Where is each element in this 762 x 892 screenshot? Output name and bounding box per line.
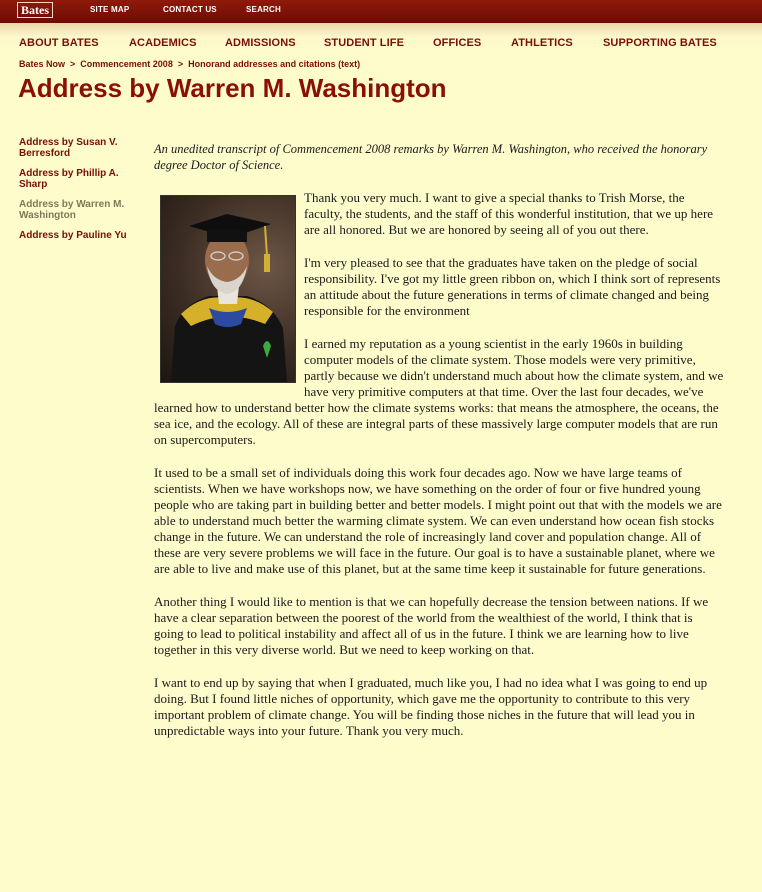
breadcrumb-honorand-addresses[interactable]: Honorand addresses and citations (text) <box>188 59 361 69</box>
nav-athletics[interactable]: ATHLETICS <box>511 37 573 49</box>
bates-logo[interactable]: Bates <box>17 2 53 18</box>
paragraph: I want to end up by saying that when I graduated, much like you, I had no idea what I was going to end up doing. But I found little niches of opportunity, which gave me the opportunity to contribute to this very important problem of climate change. You will be finding those niches in the future that will lead you in unpredictable ways into your future. Thank you very much. <box>154 675 708 738</box>
breadcrumb-separator: > <box>177 59 184 69</box>
paragraph: I earned my reputation as a young scientist in the early 1960s in building computer models of the climate system. Those models were very primitive, partly because we didn't understand much about how the climate system, and we have very primitive computers at that time. Over the last four decades, we've learned how to understand better how the climate systems works: that means the atmosphere, the oceans, the sea ice, and the ecology. All of these are integral parts of these massively large computer models that are run on supercomputers. <box>154 336 724 447</box>
breadcrumb-bates-now[interactable]: Bates Now <box>19 59 66 69</box>
breadcrumb-commencement-2008[interactable]: Commencement 2008 <box>80 59 173 69</box>
paragraph: It used to be a small set of individuals doing this work four decades ago. Now we have large teams of scientists. When we have workshops now, we have something on the order of four or five hundred young people who are taking part in building better and better models. I might point out that with the models we are able to understand much better the warming climate system. We can even understand how ocean fish stocks change in the future. We can understand the role of increasingly land cover and population change. All of these are very severe problems we will face in the future. Our goal is to have a sustainable planet, where we are able to live and make use of this planet, but at the same time keep it sustainable for future generations. <box>154 465 722 576</box>
sidebar-item-sharp[interactable]: Address by Phillip A. Sharp <box>19 168 119 190</box>
nav-supporting-bates[interactable]: SUPPORTING BATES <box>603 37 717 49</box>
nav-admissions[interactable]: ADMISSIONS <box>225 37 296 49</box>
search-link[interactable]: SEARCH <box>246 5 281 14</box>
paragraph: I'm very pleased to see that the graduates have taken on the pledge of social responsibility. I've got my little green ribbon on, which I think sort of represents an attitude about the future generations in terms of climate changed and being responsible for the environment <box>304 255 721 318</box>
sidebar-item-washington[interactable]: Address by Warren M. Washington <box>19 199 125 221</box>
intro-text: An unedited transcript of Commencement 2008 remarks by Warren M. Washington, who received the honorary degree Doctor of Science. <box>154 142 708 172</box>
nav-about-bates[interactable]: ABOUT BATES <box>19 37 99 49</box>
breadcrumb <box>19 59 360 69</box>
page-title: Address by Warren M. Washington <box>18 73 447 103</box>
paragraph: Thank you very much. I want to give a special thanks to Trish Morse, the faculty, the students, and the staff of this wonderful institution, that we up here are all honored. But we are honored by seeing all of you out there. <box>304 190 714 237</box>
nav-offices[interactable]: OFFICES <box>433 37 482 49</box>
top-bar <box>0 0 762 23</box>
site-map-link[interactable]: SITE MAP <box>90 5 130 14</box>
speaker-photo <box>160 195 296 383</box>
nav-academics[interactable]: ACADEMICS <box>129 37 197 49</box>
paragraph: Another thing I would like to mention is that we can hopefully decrease the tension between nations. If we have a clear separation between the poorest of the world from the wealthiest of the world, I think that is going to lead to political instability and affect all of us in the future. I think we are learning how to live together in this very diverse world. But we need to keep working on that. <box>154 594 709 657</box>
sidebar <box>19 137 144 250</box>
main-nav <box>0 23 762 56</box>
contact-us-link[interactable]: CONTACT US <box>163 5 217 14</box>
sidebar-item-berresford[interactable]: Address by Susan V. Berresford <box>19 137 118 159</box>
sidebar-item-yu[interactable]: Address by Pauline Yu <box>19 230 127 241</box>
nav-student-life[interactable]: STUDENT LIFE <box>324 37 405 49</box>
breadcrumb-separator: > <box>70 59 76 69</box>
address-body <box>154 190 724 756</box>
